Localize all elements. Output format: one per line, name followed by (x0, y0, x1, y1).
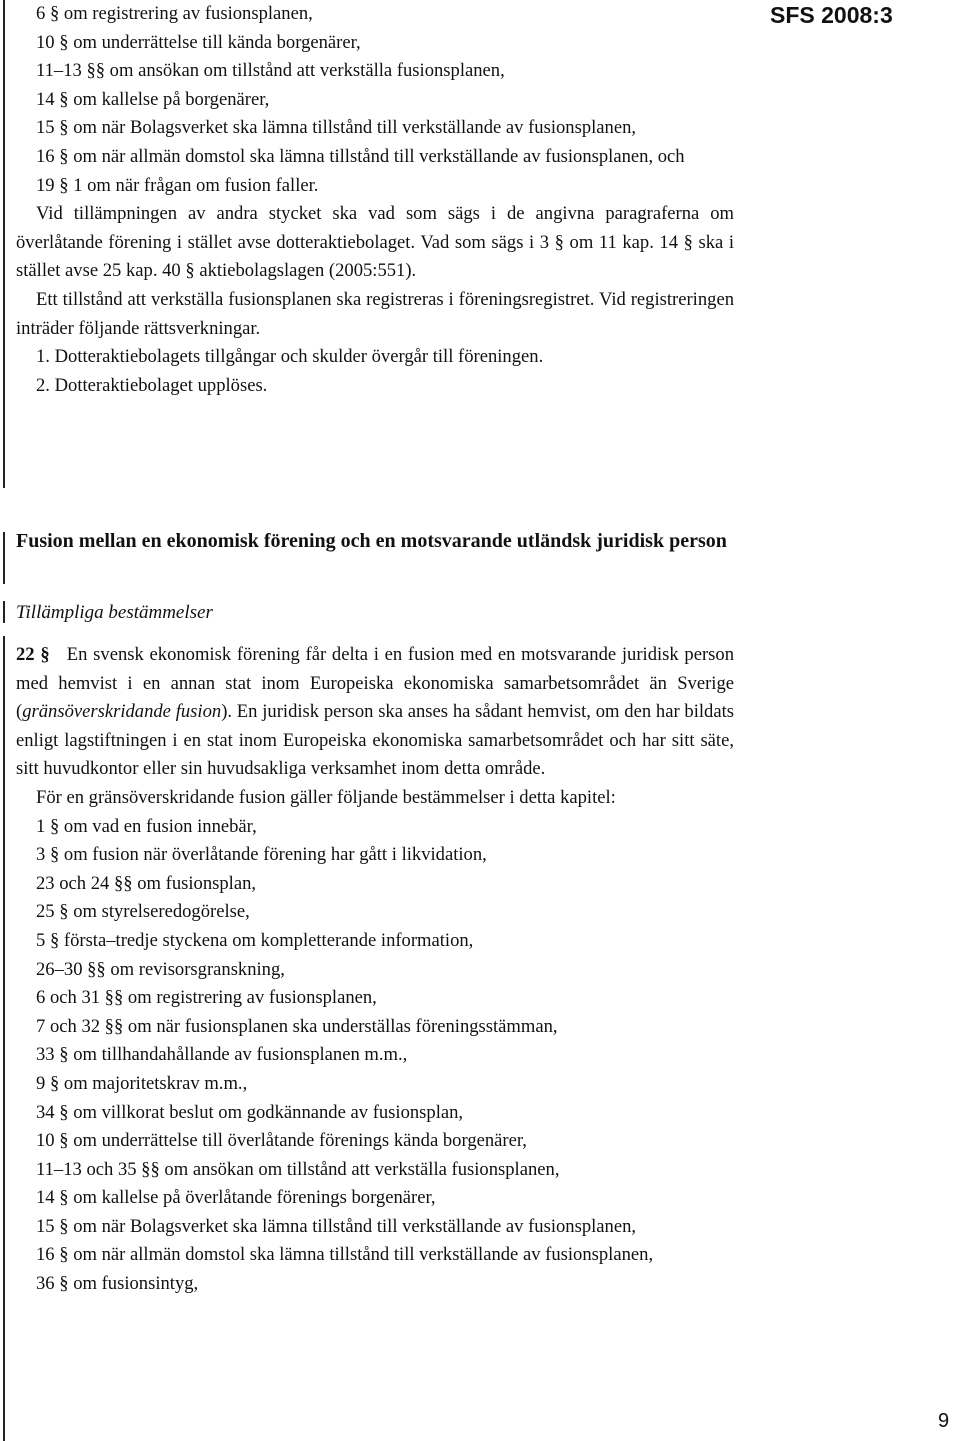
list-item: 36 § om fusionsintyg, (36, 1273, 199, 1295)
paragraph: Vid tillämpningen av andra stycket ska vad som sägs i de angivna paragraferna om överlåtande förening i stället avse dotteraktiebolaget. Vad som sägs i 3 § om 11 kap. 14 § ska i stället avse 25 kap. 40 § aktiebolagslagen (2005:551). (16, 203, 734, 282)
list-item: 11–13 §§ om ansökan om tillstånd att verkställa fusionsplanen, (36, 60, 505, 82)
paragraph-number: 22 § (16, 644, 50, 665)
defined-term: gränsöverskridande fusion (22, 701, 222, 723)
top-block (16, 0, 734, 400)
page-number: 9 (938, 1410, 950, 1432)
list-item: 26–30 §§ om revisorsgranskning, (36, 958, 285, 980)
list-item: 14 § om kallelse på borgenärer, (36, 88, 270, 110)
list-item: 19 § 1 om när frågan om fusion faller. (36, 174, 319, 196)
list-item: 16 § om när allmän domstol ska lämna tillstånd till verkställande av fusionsplanen, och (36, 145, 685, 167)
section-subheading: Tillämpliga bestämmelser (16, 602, 213, 623)
list-item: 3 § om fusion när överlåtande förening har gått i likvidation, (36, 844, 487, 866)
list-item: 6 § om registrering av fusionsplanen, (36, 3, 313, 24)
list-item: 34 § om villkorat beslut om godkännande av fusionsplan, (36, 1101, 464, 1123)
list-item: 10 § om underrättelse till överlåtande förenings kända borgenärer, (36, 1130, 527, 1152)
list-item: 5 § första–tredje styckena om kompletterande information, (36, 929, 474, 951)
list-item: 33 § om tillhandahållande av fusionsplanen m.m., (36, 1044, 408, 1066)
change-bar-subheading (3, 601, 5, 623)
sfs-number: SFS 2008:3 (770, 2, 893, 28)
change-bar-top (3, 0, 5, 488)
list-item: 6 och 31 §§ om registrering av fusionsplanen, (36, 987, 377, 1009)
list-item: 15 § om när Bolagsverket ska lämna tillstånd till verkställande av fusionsplanen, (36, 117, 637, 139)
paragraph: Ett tillstånd att verkställa fusionsplanen ska registreras i föreningsregistret. Vid registreringen inträder följande rättsverkningar. (16, 288, 734, 339)
list-item: 16 § om när allmän domstol ska lämna tillstånd till verkställande av fusionsplanen, (36, 1244, 654, 1266)
list-item: 7 och 32 §§ om när fusionsplanen ska underställas föreningsstämman, (36, 1015, 558, 1037)
list-item: 1. Dotteraktiebolagets tillgångar och skulder övergår till föreningen. (36, 346, 544, 368)
section-body (16, 641, 734, 1299)
list-item: 9 § om majoritetskrav m.m., (36, 1072, 248, 1094)
list-item: 25 § om styrelseredogörelse, (36, 901, 250, 923)
provision-list (16, 813, 734, 1299)
list-item: 23 och 24 §§ om fusionsplan, (36, 872, 257, 894)
list-item: 2. Dotteraktiebolaget upplöses. (36, 374, 268, 396)
paragraph: För en gränsöverskridande fusion gäller följande bestämmelser i detta kapitel: (36, 786, 616, 808)
section-heading: Fusion mellan en ekonomisk förening och en motsvarande utländsk juridisk person (16, 530, 727, 552)
list-item: 1 § om vad en fusion innebär, (36, 815, 257, 837)
list-item: 10 § om underrättelse till kända borgenärer, (36, 31, 361, 53)
paragraph: 22 § En svensk ekonomisk förening får delta i en fusion med en motsvarande juridisk person med hemvist i en annan stat inom Europeiska ekonomiska samarbetsområdet än Sverige (gränsöverskridande fusion). En juridisk person ska anses ha sådant hemvist, om den har bildats enligt lagstiftningen i en stat inom Europeiska ekonomiska samarbetsområdet och har sitt säte, sitt huvudkontor eller sin huvudsakliga verksamhet inom detta område. (16, 644, 735, 780)
change-bar-section (3, 636, 5, 1441)
change-bar-heading (3, 532, 5, 584)
list-item: 15 § om när Bolagsverket ska lämna tillstånd till verkställande av fusionsplanen, (36, 1215, 637, 1237)
list-item: 14 § om kallelse på överlåtande förenings borgenärer, (36, 1187, 436, 1209)
list-item: 11–13 och 35 §§ om ansökan om tillstånd att verkställa fusionsplanen, (36, 1158, 560, 1180)
